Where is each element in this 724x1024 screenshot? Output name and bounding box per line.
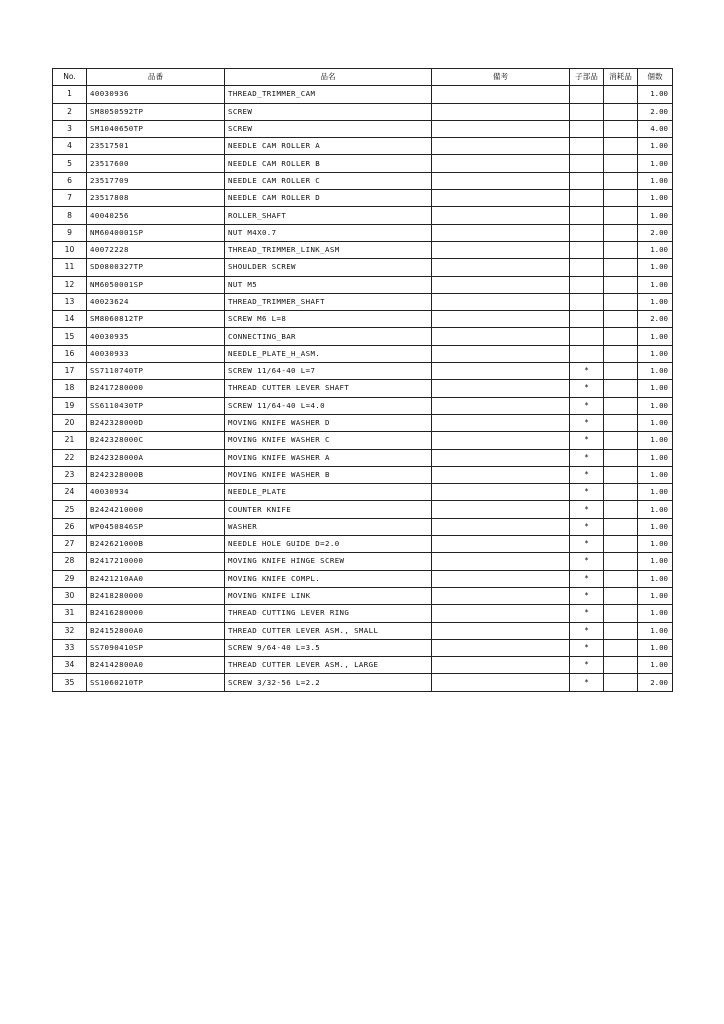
cell-sub-part-mark: * (570, 380, 604, 397)
cell-sub-part-mark: * (570, 484, 604, 501)
table-row (53, 120, 673, 137)
cell-no: 33 (53, 639, 87, 656)
cell-quantity: 1.00 (638, 190, 673, 207)
cell-remarks (432, 536, 570, 553)
cell-quantity: 1.00 (638, 536, 673, 553)
cell-sub-part-mark (570, 259, 604, 276)
cell-consumable-mark (604, 466, 638, 483)
cell-quantity: 1.00 (638, 207, 673, 224)
cell-no: 5 (53, 155, 87, 172)
table-row (53, 622, 673, 639)
cell-sub-part-mark: * (570, 414, 604, 431)
table-row (53, 501, 673, 518)
header-part-name: 品名 (225, 69, 432, 86)
cell-remarks (432, 224, 570, 241)
cell-quantity: 1.00 (638, 587, 673, 604)
cell-part-number: SM1040650TP (87, 120, 225, 137)
cell-part-number: SS6110430TP (87, 397, 225, 414)
cell-consumable-mark (604, 414, 638, 431)
table-row (53, 363, 673, 380)
cell-quantity: 1.00 (638, 570, 673, 587)
cell-sub-part-mark (570, 224, 604, 241)
header-part-number: 品番 (87, 69, 225, 86)
cell-sub-part-mark (570, 207, 604, 224)
cell-quantity: 2.00 (638, 311, 673, 328)
cell-consumable-mark (604, 657, 638, 674)
cell-part-name: MOVING KNIFE COMPL. (225, 570, 432, 587)
cell-sub-part-mark (570, 311, 604, 328)
cell-no: 15 (53, 328, 87, 345)
cell-part-number: SS1060210TP (87, 674, 225, 691)
cell-sub-part-mark: * (570, 570, 604, 587)
cell-no: 35 (53, 674, 87, 691)
header-remarks: 備考 (432, 69, 570, 86)
cell-remarks (432, 207, 570, 224)
table-row (53, 570, 673, 587)
table-row (53, 224, 673, 241)
cell-quantity: 1.00 (638, 622, 673, 639)
cell-part-number: B242328000B (87, 466, 225, 483)
cell-quantity: 1.00 (638, 138, 673, 155)
cell-remarks (432, 587, 570, 604)
cell-no: 8 (53, 207, 87, 224)
cell-remarks (432, 414, 570, 431)
header-quantity: 個数 (638, 69, 673, 86)
cell-no: 34 (53, 657, 87, 674)
cell-quantity: 1.00 (638, 86, 673, 103)
cell-part-number: 23517808 (87, 190, 225, 207)
table-row (53, 657, 673, 674)
cell-part-name: THREAD_TRIMMER_SHAFT (225, 293, 432, 310)
table-row (53, 345, 673, 362)
cell-consumable-mark (604, 553, 638, 570)
cell-no: 1 (53, 86, 87, 103)
cell-consumable-mark (604, 363, 638, 380)
cell-part-number: SS7110740TP (87, 363, 225, 380)
cell-quantity: 1.00 (638, 501, 673, 518)
cell-no: 21 (53, 432, 87, 449)
cell-consumable-mark (604, 293, 638, 310)
cell-quantity: 1.00 (638, 328, 673, 345)
cell-part-number: B242328000D (87, 414, 225, 431)
cell-quantity: 1.00 (638, 241, 673, 258)
cell-sub-part-mark: * (570, 639, 604, 656)
cell-remarks (432, 259, 570, 276)
cell-consumable-mark (604, 241, 638, 258)
cell-part-name: NEEDLE_PLATE (225, 484, 432, 501)
cell-sub-part-mark: * (570, 363, 604, 380)
cell-quantity: 1.00 (638, 432, 673, 449)
cell-consumable-mark (604, 172, 638, 189)
cell-part-name: NEEDLE CAM ROLLER B (225, 155, 432, 172)
cell-sub-part-mark: * (570, 605, 604, 622)
cell-part-number: WP0450846SP (87, 518, 225, 535)
cell-consumable-mark (604, 622, 638, 639)
table-row (53, 518, 673, 535)
cell-remarks (432, 190, 570, 207)
cell-remarks (432, 553, 570, 570)
table-row (53, 207, 673, 224)
cell-part-number: 40072228 (87, 241, 225, 258)
cell-no: 9 (53, 224, 87, 241)
cell-sub-part-mark (570, 190, 604, 207)
cell-part-name: SCREW (225, 103, 432, 120)
cell-remarks (432, 120, 570, 137)
cell-part-number: B242621000B (87, 536, 225, 553)
cell-no: 2 (53, 103, 87, 120)
cell-consumable-mark (604, 345, 638, 362)
cell-remarks (432, 674, 570, 691)
cell-part-number: B242328000C (87, 432, 225, 449)
cell-sub-part-mark (570, 155, 604, 172)
cell-consumable-mark (604, 224, 638, 241)
cell-quantity: 1.00 (638, 449, 673, 466)
cell-remarks (432, 501, 570, 518)
cell-no: 18 (53, 380, 87, 397)
cell-part-name: THREAD CUTTING LEVER RING (225, 605, 432, 622)
cell-sub-part-mark (570, 328, 604, 345)
cell-no: 28 (53, 553, 87, 570)
cell-consumable-mark (604, 432, 638, 449)
cell-sub-part-mark: * (570, 432, 604, 449)
table-row (53, 155, 673, 172)
header-no: No. (53, 69, 87, 86)
table-row (53, 276, 673, 293)
cell-no: 31 (53, 605, 87, 622)
cell-part-name: THREAD CUTTER LEVER ASM., SMALL (225, 622, 432, 639)
cell-sub-part-mark: * (570, 657, 604, 674)
cell-part-number: B2416280000 (87, 605, 225, 622)
cell-sub-part-mark: * (570, 518, 604, 535)
cell-no: 20 (53, 414, 87, 431)
cell-sub-part-mark: * (570, 397, 604, 414)
cell-sub-part-mark: * (570, 536, 604, 553)
cell-quantity: 1.00 (638, 518, 673, 535)
cell-part-name: MOVING KNIFE HINGE SCREW (225, 553, 432, 570)
cell-consumable-mark (604, 639, 638, 656)
cell-sub-part-mark: * (570, 674, 604, 691)
cell-part-name: THREAD CUTTER LEVER ASM., LARGE (225, 657, 432, 674)
table-row (53, 86, 673, 103)
cell-part-number: 40023624 (87, 293, 225, 310)
cell-consumable-mark (604, 536, 638, 553)
cell-remarks (432, 622, 570, 639)
cell-consumable-mark (604, 605, 638, 622)
table-row (53, 138, 673, 155)
cell-quantity: 1.00 (638, 553, 673, 570)
cell-quantity: 1.00 (638, 466, 673, 483)
table-row (53, 397, 673, 414)
table-row (53, 259, 673, 276)
cell-quantity: 1.00 (638, 397, 673, 414)
cell-part-name: SCREW 11/64-40 L=7 (225, 363, 432, 380)
cell-part-number: SD0800327TP (87, 259, 225, 276)
cell-consumable-mark (604, 449, 638, 466)
table-row (53, 587, 673, 604)
cell-part-name: SCREW 11/64-40 L=4.0 (225, 397, 432, 414)
cell-consumable-mark (604, 397, 638, 414)
cell-part-number: B2424210000 (87, 501, 225, 518)
table-row (53, 449, 673, 466)
cell-consumable-mark (604, 674, 638, 691)
cell-consumable-mark (604, 190, 638, 207)
cell-no: 14 (53, 311, 87, 328)
cell-remarks (432, 432, 570, 449)
cell-part-name: NEEDLE HOLE GUIDE D=2.0 (225, 536, 432, 553)
cell-consumable-mark (604, 138, 638, 155)
cell-part-name: ROLLER_SHAFT (225, 207, 432, 224)
cell-remarks (432, 155, 570, 172)
cell-remarks (432, 484, 570, 501)
cell-part-number: NM6050001SP (87, 276, 225, 293)
parts-list-table (52, 68, 673, 692)
cell-remarks (432, 345, 570, 362)
cell-quantity: 1.00 (638, 363, 673, 380)
cell-part-number: 40030934 (87, 484, 225, 501)
cell-sub-part-mark (570, 138, 604, 155)
cell-consumable-mark (604, 570, 638, 587)
cell-no: 6 (53, 172, 87, 189)
table-row (53, 639, 673, 656)
cell-quantity: 1.00 (638, 657, 673, 674)
cell-part-number: 23517501 (87, 138, 225, 155)
cell-remarks (432, 103, 570, 120)
cell-no: 27 (53, 536, 87, 553)
cell-remarks (432, 397, 570, 414)
cell-sub-part-mark (570, 241, 604, 258)
cell-part-name: MOVING KNIFE WASHER A (225, 449, 432, 466)
cell-no: 26 (53, 518, 87, 535)
cell-part-name: SCREW 9/64-40 L=3.5 (225, 639, 432, 656)
cell-sub-part-mark (570, 276, 604, 293)
cell-part-number: B24152800A0 (87, 622, 225, 639)
cell-remarks (432, 241, 570, 258)
cell-part-number: SM8050592TP (87, 103, 225, 120)
cell-sub-part-mark (570, 345, 604, 362)
table-row (53, 605, 673, 622)
cell-quantity: 1.00 (638, 259, 673, 276)
cell-part-name: SCREW (225, 120, 432, 137)
cell-quantity: 4.00 (638, 120, 673, 137)
cell-consumable-mark (604, 518, 638, 535)
cell-part-name: WASHER (225, 518, 432, 535)
table-row (53, 414, 673, 431)
cell-quantity: 2.00 (638, 103, 673, 120)
parts-table-header (53, 69, 673, 86)
cell-remarks (432, 570, 570, 587)
cell-consumable-mark (604, 155, 638, 172)
cell-part-number: 23517600 (87, 155, 225, 172)
cell-part-name: NEEDLE_PLATE_H_ASM. (225, 345, 432, 362)
cell-consumable-mark (604, 587, 638, 604)
cell-quantity: 1.00 (638, 414, 673, 431)
cell-remarks (432, 466, 570, 483)
cell-part-name: CONNECTING_BAR (225, 328, 432, 345)
cell-consumable-mark (604, 259, 638, 276)
cell-part-number: SS7090410SP (87, 639, 225, 656)
cell-no: 12 (53, 276, 87, 293)
cell-remarks (432, 328, 570, 345)
cell-part-name: SCREW M6 L=8 (225, 311, 432, 328)
cell-part-name: SCREW 3/32-56 L=2.2 (225, 674, 432, 691)
cell-part-number: B2417280000 (87, 380, 225, 397)
cell-part-name: MOVING KNIFE LINK (225, 587, 432, 604)
cell-no: 4 (53, 138, 87, 155)
cell-sub-part-mark: * (570, 587, 604, 604)
cell-quantity: 1.00 (638, 345, 673, 362)
header-consumable: 消耗品 (604, 69, 638, 86)
cell-part-name: NUT M4X0.7 (225, 224, 432, 241)
cell-no: 24 (53, 484, 87, 501)
cell-no: 13 (53, 293, 87, 310)
cell-no: 17 (53, 363, 87, 380)
cell-part-name: NEEDLE CAM ROLLER C (225, 172, 432, 189)
header-row (53, 69, 673, 86)
cell-sub-part-mark: * (570, 622, 604, 639)
cell-quantity: 1.00 (638, 380, 673, 397)
cell-sub-part-mark: * (570, 466, 604, 483)
cell-part-name: THREAD_TRIMMER_LINK_ASM (225, 241, 432, 258)
cell-sub-part-mark (570, 172, 604, 189)
cell-no: 7 (53, 190, 87, 207)
cell-quantity: 2.00 (638, 674, 673, 691)
cell-quantity: 1.00 (638, 276, 673, 293)
cell-remarks (432, 518, 570, 535)
table-row (53, 190, 673, 207)
table-row (53, 172, 673, 189)
cell-part-number: 40030936 (87, 86, 225, 103)
cell-remarks (432, 138, 570, 155)
cell-remarks (432, 86, 570, 103)
cell-part-number: B24142800A0 (87, 657, 225, 674)
table-row (53, 293, 673, 310)
cell-remarks (432, 639, 570, 656)
cell-no: 25 (53, 501, 87, 518)
cell-quantity: 2.00 (638, 224, 673, 241)
cell-quantity: 1.00 (638, 172, 673, 189)
cell-quantity: 1.00 (638, 155, 673, 172)
cell-sub-part-mark: * (570, 553, 604, 570)
cell-sub-part-mark (570, 120, 604, 137)
cell-quantity: 1.00 (638, 639, 673, 656)
cell-consumable-mark (604, 380, 638, 397)
table-row (53, 380, 673, 397)
cell-remarks (432, 363, 570, 380)
cell-no: 23 (53, 466, 87, 483)
cell-remarks (432, 449, 570, 466)
cell-no: 32 (53, 622, 87, 639)
cell-part-number: SM8060812TP (87, 311, 225, 328)
cell-consumable-mark (604, 86, 638, 103)
table-row (53, 328, 673, 345)
cell-remarks (432, 380, 570, 397)
cell-part-name: SHOULDER SCREW (225, 259, 432, 276)
cell-quantity: 1.00 (638, 293, 673, 310)
cell-part-name: THREAD_TRIMMER_CAM (225, 86, 432, 103)
cell-sub-part-mark (570, 293, 604, 310)
cell-remarks (432, 657, 570, 674)
cell-no: 30 (53, 587, 87, 604)
table-row (53, 103, 673, 120)
cell-part-name: NUT M5 (225, 276, 432, 293)
cell-part-number: 40040256 (87, 207, 225, 224)
cell-no: 29 (53, 570, 87, 587)
cell-part-number: B2421210AA0 (87, 570, 225, 587)
cell-remarks (432, 172, 570, 189)
cell-sub-part-mark (570, 86, 604, 103)
cell-no: 22 (53, 449, 87, 466)
cell-part-name: THREAD CUTTER LEVER SHAFT (225, 380, 432, 397)
table-row (53, 484, 673, 501)
cell-remarks (432, 311, 570, 328)
cell-part-name: MOVING KNIFE WASHER B (225, 466, 432, 483)
table-row (53, 432, 673, 449)
cell-part-number: B2417210000 (87, 553, 225, 570)
cell-part-name: MOVING KNIFE WASHER D (225, 414, 432, 431)
cell-consumable-mark (604, 207, 638, 224)
table-row (53, 674, 673, 691)
cell-remarks (432, 293, 570, 310)
header-sub-part: 子部品 (570, 69, 604, 86)
table-row (53, 311, 673, 328)
cell-part-number: NM6040001SP (87, 224, 225, 241)
cell-part-number: B2418280000 (87, 587, 225, 604)
cell-consumable-mark (604, 103, 638, 120)
table-row (53, 241, 673, 258)
cell-consumable-mark (604, 501, 638, 518)
cell-remarks (432, 276, 570, 293)
cell-consumable-mark (604, 484, 638, 501)
cell-sub-part-mark: * (570, 501, 604, 518)
cell-consumable-mark (604, 311, 638, 328)
cell-part-number: 23517709 (87, 172, 225, 189)
table-row (53, 536, 673, 553)
cell-part-name: NEEDLE CAM ROLLER D (225, 190, 432, 207)
cell-part-number: B242328000A (87, 449, 225, 466)
cell-part-name: COUNTER KNIFE (225, 501, 432, 518)
cell-no: 16 (53, 345, 87, 362)
cell-no: 11 (53, 259, 87, 276)
cell-sub-part-mark: * (570, 449, 604, 466)
table-row (53, 553, 673, 570)
cell-quantity: 1.00 (638, 605, 673, 622)
cell-no: 19 (53, 397, 87, 414)
cell-part-number: 40030933 (87, 345, 225, 362)
parts-table-body (53, 86, 673, 691)
cell-part-name: NEEDLE CAM ROLLER A (225, 138, 432, 155)
cell-no: 3 (53, 120, 87, 137)
cell-part-name: MOVING KNIFE WASHER C (225, 432, 432, 449)
cell-no: 10 (53, 241, 87, 258)
cell-part-number: 40030935 (87, 328, 225, 345)
cell-remarks (432, 605, 570, 622)
cell-consumable-mark (604, 276, 638, 293)
cell-quantity: 1.00 (638, 484, 673, 501)
cell-sub-part-mark (570, 103, 604, 120)
table-row (53, 466, 673, 483)
cell-consumable-mark (604, 120, 638, 137)
cell-consumable-mark (604, 328, 638, 345)
